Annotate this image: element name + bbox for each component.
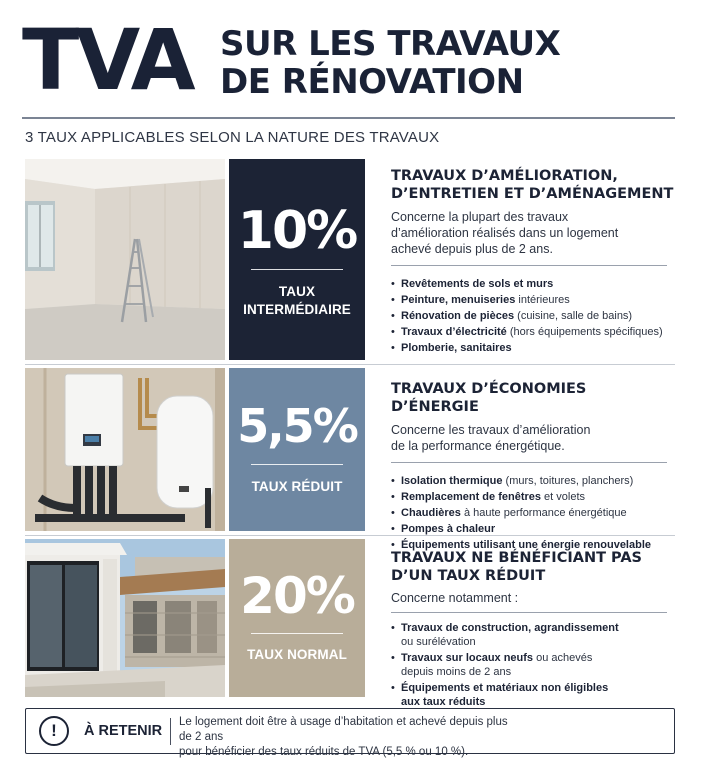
title-line-1: SUR LES TRAVAUX: [220, 24, 561, 64]
description-divider: [391, 462, 667, 463]
extension-photo: [25, 539, 225, 697]
description-title-line-2: D’ENTRETIEN ET D’AMÉNAGEMENT: [391, 186, 674, 202]
rate-description: [391, 380, 675, 553]
reminder-text: [179, 715, 509, 760]
exclamation-icon: !: [39, 716, 69, 746]
renovated-room-photo: [25, 159, 225, 360]
description-title-line-2: D’UN TAUX RÉDUIT: [391, 568, 546, 584]
bullet-item: [391, 505, 675, 521]
bullet-item: [391, 681, 675, 709]
bullet-list: [391, 276, 675, 356]
description-intro: [391, 590, 675, 606]
rate-value: 5,5%: [237, 399, 357, 453]
reminder-box: [25, 708, 675, 758]
rate-description: [391, 167, 675, 356]
bullet-bold: Plomberie, sanitaires: [401, 342, 512, 354]
bullet-continuation: ou surélévation: [401, 636, 476, 648]
rate-divider: [251, 269, 343, 270]
bullet-bold: Isolation thermique: [401, 475, 503, 487]
description-title-line-1: TRAVAUX NE BÉNÉFICIANT PAS: [391, 550, 642, 566]
boiler-photo: [25, 368, 225, 531]
bullet-item: [391, 292, 675, 308]
bullet-bold: Remplacement de fenêtres: [401, 491, 541, 503]
description-intro: [391, 209, 675, 257]
row-divider: [25, 535, 675, 536]
bullet-bold: Équipements utilisant une énergie renouvelable: [401, 539, 652, 551]
rate-label-line-1: TAUX: [278, 284, 316, 299]
extension-image: [25, 539, 225, 697]
intro-line: Concerne les travaux d’amélioration: [391, 423, 591, 437]
rate-value: 10%: [237, 201, 357, 261]
bullet-list: [391, 621, 675, 709]
bullet-bold: Équipements et matériaux non éligibles: [401, 682, 609, 694]
bullet-bold: Pompes à chaleur: [401, 523, 496, 535]
bullet-rest: (murs, toitures, planchers): [502, 475, 634, 487]
title-line-2: DE RÉNOVATION: [220, 62, 524, 102]
header-divider: [22, 117, 675, 119]
rate-label-line-1: TAUX RÉDUIT: [251, 479, 343, 494]
rate-row-normal: [25, 539, 675, 708]
description-title-line-1: TRAVAUX D’AMÉLIORATION,: [391, 168, 618, 184]
bullet-rest: (hors équipements spécifiques): [506, 326, 663, 338]
rate-row-intermediate: [25, 159, 675, 360]
rate-label-line-2: INTERMÉDIAIRE: [243, 302, 351, 317]
intro-line: d’amélioration réalisés dans un logement: [391, 226, 619, 240]
bullet-bold: Revêtements de sols et murs: [401, 278, 554, 290]
bullet-rest: à haute performance énergétique: [460, 507, 627, 519]
bullet-bold: Travaux de construction, agrandissement: [401, 622, 619, 634]
bullet-bold: Rénovation de pièces: [401, 310, 515, 322]
header: [22, 11, 682, 109]
bullet-item: [391, 651, 675, 679]
description-divider: [391, 265, 667, 266]
tva-title: TVA: [22, 11, 192, 109]
rate-description: [391, 549, 675, 709]
bullet-rest: (cuisine, salle de bains): [514, 310, 633, 322]
intro-line: de la performance énergétique.: [391, 439, 565, 453]
intro-line: Concerne la plupart des travaux: [391, 210, 569, 224]
row-divider: [25, 364, 675, 365]
reminder-label: À RETENIR: [84, 723, 163, 739]
bullet-rest: intérieures: [515, 294, 570, 306]
rate-divider: [251, 464, 343, 465]
bullet-bold: Peinture, menuiseries: [401, 294, 516, 306]
rate-label-line-1: TAUX NORMAL: [247, 647, 347, 662]
reminder-text-line-1: Le logement doit être à usage d’habitation et achevé depuis plus de 2 ans: [179, 716, 508, 743]
description-intro: [391, 422, 675, 454]
reminder-divider: [170, 718, 171, 745]
bullet-continuation: depuis moins de 2 ans: [401, 666, 512, 678]
bullet-item: [391, 324, 675, 340]
bullet-item: [391, 489, 675, 505]
bullet-item: [391, 340, 675, 356]
renovated-room-image: [25, 159, 225, 360]
bullet-item: [391, 473, 675, 489]
bullet-continuation: aux taux réduits: [401, 696, 486, 708]
rate-row-reduced: [25, 368, 675, 551]
bullet-item: [391, 621, 675, 649]
bullet-item: [391, 276, 675, 292]
bullet-bold: Travaux d’électricité: [401, 326, 507, 338]
bullet-bold: Travaux sur locaux neufs: [401, 652, 534, 664]
bullet-rest: ou achevés: [533, 652, 593, 664]
bullet-item: [391, 308, 675, 324]
rate-badge-20: [229, 539, 365, 697]
bullet-bold: Chaudières: [401, 507, 461, 519]
intro-line: achevé depuis plus de 2 ans.: [391, 242, 553, 256]
rate-badge-10: [229, 159, 365, 360]
intro-line: Concerne notamment :: [391, 591, 519, 605]
rate-divider: [251, 633, 343, 634]
description-title-line-1: TRAVAUX D’ÉCONOMIES D’ÉNERGIE: [391, 381, 587, 415]
bullet-rest: et volets: [541, 491, 586, 503]
subtitle: 3 TAUX APPLICABLES SELON LA NATURE DES TRAVAUX: [25, 129, 440, 146]
rate-value: 20%: [240, 567, 354, 625]
description-divider: [391, 612, 667, 613]
reminder-text-line-2: pour bénéficier des taux réduits de TVA (5,5 % ou 10 %).: [179, 746, 469, 758]
boiler-image: [25, 368, 225, 531]
rate-badge-5-5: [229, 368, 365, 531]
